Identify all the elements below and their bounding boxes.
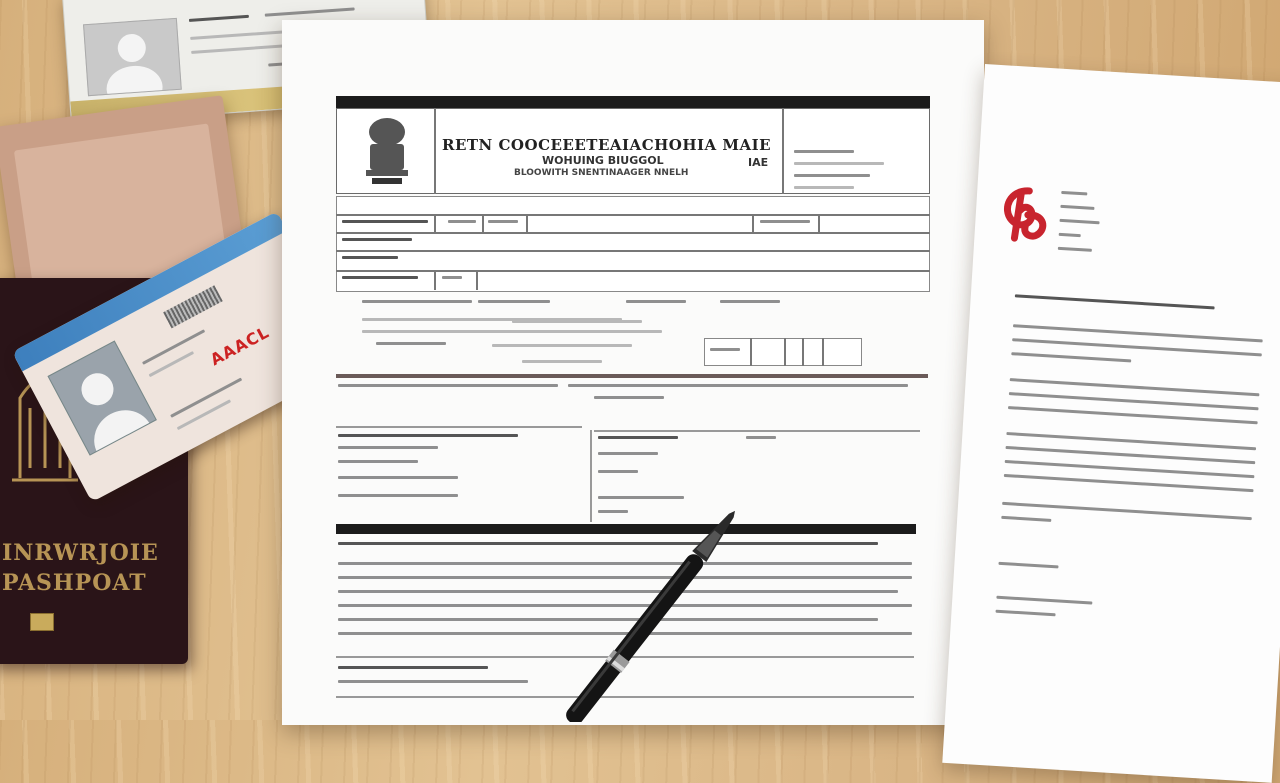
pan-card-stamp: AAACL [207,322,273,370]
pan-card-photo [47,340,156,455]
form-header-side: IAE [748,156,769,169]
form-subtitle-1: WOHUING BIUGGOL [542,154,664,167]
section-divider-1 [336,374,928,378]
pen-icon [540,462,820,722]
emblem-icon [360,112,414,188]
passport-title-line1: INRWRJOIE [2,540,159,566]
passport-chip [30,613,54,631]
passport-title-line2: PASHPOAT [2,570,147,596]
form-subtitle-2: BLOOWITH SNENTINAAGER NNELH [514,168,689,178]
code-boxes [704,338,862,366]
logo-icon [996,183,1053,244]
form-top-bar [336,96,930,108]
letter [942,64,1280,783]
form-grid [336,196,930,292]
id-card-photo [83,18,182,96]
form-title: RETN COOCEEETEAIACHOHIA MAIE [442,136,772,154]
